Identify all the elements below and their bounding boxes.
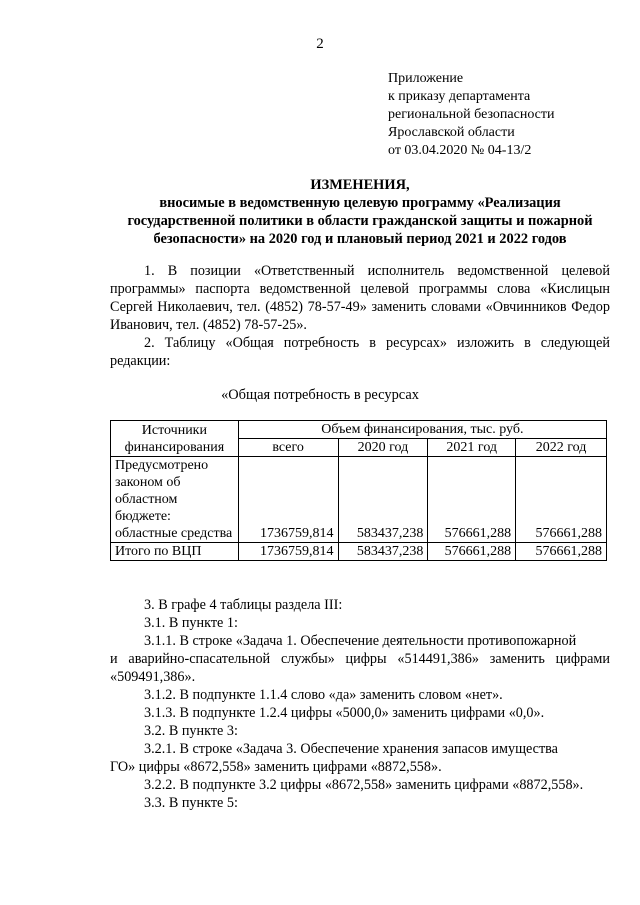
table-header-row (111, 421, 607, 439)
header-2020: 2020 год (338, 439, 428, 457)
row-2020: 583437,238 (338, 543, 428, 561)
item-3-1-1-line3: «509491,386». (110, 669, 196, 685)
row-2022: 576661,288 (516, 543, 607, 561)
header-source: Источники финансирования (111, 421, 239, 457)
row-source: Предусмотрено законом об областном бюджете: областные средства (111, 457, 239, 543)
appendix-line: Приложение (388, 71, 464, 86)
item-3-2: 3.2. В пункте 3: (144, 723, 238, 739)
item-3-2-2: 3.2.2. В подпункте 3.2 цифры «8672,558» заменить цифрами «8872,558». (144, 777, 584, 793)
row-source: Итого по ВЦП (111, 543, 239, 561)
header-2021: 2021 год (428, 439, 516, 457)
item-3-1-1-line1: 3.1.1. В строке «Задача 1. Обеспечение деятельности противопожарной (144, 633, 577, 649)
item-3-1: 3.1. В пункте 1: (144, 615, 238, 631)
header-volume: Объем финансирования, тыс. руб. (238, 421, 606, 439)
appendix-line: Ярославской области (388, 125, 515, 140)
header-2022: 2022 год (516, 439, 607, 457)
table-row (111, 457, 607, 543)
resources-table (110, 420, 607, 561)
row-2020: 583437,238 (338, 457, 428, 543)
item-3-2-1-line2: ГО» цифры «8672,558» заменить цифрами «8872,558». (110, 759, 442, 775)
appendix-line: региональной безопасности (388, 107, 555, 122)
paragraph-1-text: 1. В позиции «Ответственный исполнитель ведомственной целевой программы» паспорта ведомственной целевой программы слова «Кислицын Сергей Николаевич, тел. (4852) 78-57-49» заменить словами «Овчинников Федор Иванович, тел. (4852) 78-57-25». (110, 263, 610, 333)
title-line: безопасности» на 2020 год и плановый период 2021 и 2022 годов (153, 231, 567, 247)
row-total: 1736759,814 (238, 543, 338, 561)
row-total: 1736759,814 (238, 457, 338, 543)
header-total: всего (238, 439, 338, 457)
paragraph-1 (110, 262, 610, 334)
row-2022: 576661,288 (516, 457, 607, 543)
item-3-3: 3.3. В пункте 5: (144, 795, 238, 811)
title-heading: ИЗМЕНЕНИЯ, (310, 177, 410, 193)
item-3: 3. В графе 4 таблицы раздела III: (144, 597, 343, 613)
item-3-1-2: 3.1.2. В подпункте 1.1.4 слово «да» заменить словом «нет». (144, 687, 503, 703)
item-3-1-3: 3.1.3. В подпункте 1.2.4 цифры «5000,0» заменить цифрами «0,0». (144, 705, 545, 721)
appendix-line: к приказу департамента (388, 89, 531, 104)
appendix-block (388, 70, 555, 160)
table-caption: «Общая потребность в ресурсах (221, 387, 419, 403)
paragraph-2-text: 2. Таблицу «Общая потребность в ресурсах» изложить в следующей редакции: (110, 335, 610, 369)
paragraph-2 (110, 334, 610, 370)
table-row (111, 543, 607, 561)
page-number: 2 (316, 36, 324, 52)
title-line: государственной политики в области гражданской защиты и пожарной (127, 213, 593, 229)
title-line: вносимые в ведомственную целевую программу «Реализация (159, 195, 561, 211)
item-3-1-1-line2: и аварийно-спасательной службы» цифры «514491,386» заменить цифрами (110, 651, 610, 667)
row-2021: 576661,288 (428, 457, 516, 543)
document-title (100, 176, 620, 248)
row-2021: 576661,288 (428, 543, 516, 561)
item-3-2-1-line1: 3.2.1. В строке «Задача 3. Обеспечение хранения запасов имущества (144, 741, 558, 757)
appendix-line: от 03.04.2020 № 04-13/2 (388, 143, 532, 158)
